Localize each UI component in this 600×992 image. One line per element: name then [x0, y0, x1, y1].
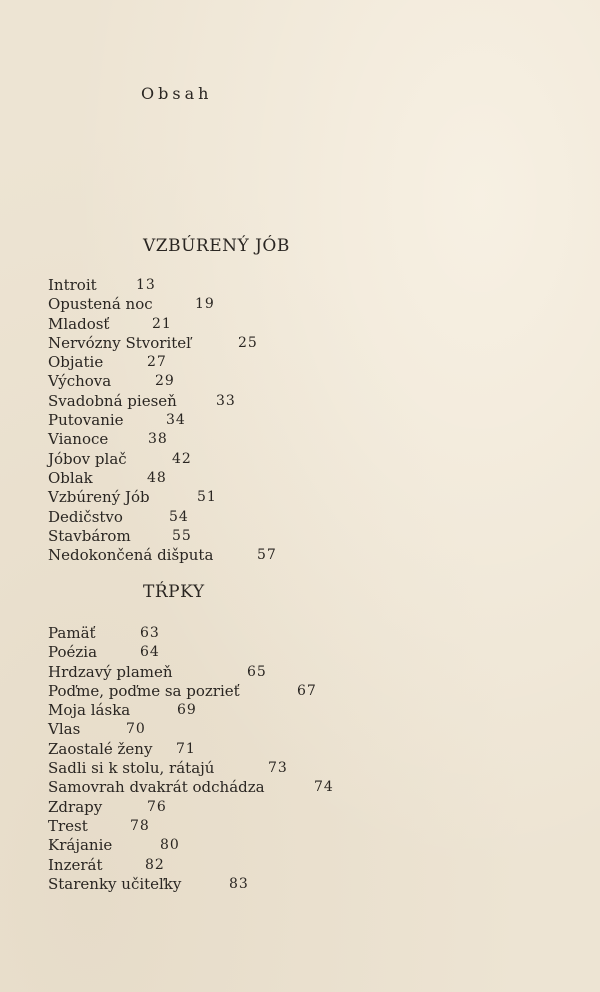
toc-entry — [48, 450, 213, 469]
toc-entry-page: 65 — [247, 663, 267, 680]
toc-entry-title: Dedičstvo — [48, 507, 123, 526]
toc-entry — [48, 546, 277, 565]
toc-entry — [48, 353, 213, 372]
toc-entry-page: 29 — [155, 373, 175, 390]
toc-entry-page: 67 — [297, 682, 317, 699]
toc-entry-title: Zaostalé ženy — [48, 739, 153, 758]
toc-entry — [48, 391, 236, 411]
toc-entry — [48, 856, 265, 875]
toc-entry-title: Vlas — [48, 720, 81, 739]
toc-entry-title: Inzerát — [48, 855, 103, 874]
toc-entry-page: 34 — [166, 412, 186, 429]
toc-entry-title: Trest — [48, 816, 88, 835]
toc-entry-title: Vianoce — [48, 430, 109, 449]
toc-entry-title: Vzbúrený Jób — [48, 488, 150, 507]
toc-entry-page: 27 — [147, 354, 167, 371]
toc-list-vzbureny-job — [48, 276, 277, 565]
toc-entry — [48, 720, 265, 739]
toc-entry-page: 78 — [130, 817, 150, 834]
toc-entry-title: Mladosť — [48, 314, 110, 333]
contents-heading: Obsah — [141, 84, 213, 103]
toc-entry-title: Nedokončená dišputa — [48, 546, 214, 565]
toc-entry-title: Starenky učiteľky — [48, 874, 182, 893]
toc-entry-page: 80 — [160, 837, 180, 854]
toc-entry — [48, 643, 265, 662]
toc-entry — [48, 276, 213, 295]
toc-entry-title: Opustená noc — [48, 295, 153, 314]
toc-entry — [48, 663, 265, 682]
toc-entry-page: 38 — [148, 431, 168, 448]
toc-entry — [48, 681, 317, 701]
toc-entry-title: Svadobná pieseň — [48, 391, 177, 410]
toc-entry-title: Poďme, poďme sa pozrieť — [48, 681, 240, 700]
toc-entry-page: 82 — [145, 856, 165, 873]
toc-entry-title: Stavbárom — [48, 526, 131, 545]
toc-entry — [48, 624, 265, 643]
toc-entry-title: Sadli si k stolu, rátajú — [48, 759, 215, 778]
toc-entry-page: 42 — [172, 450, 192, 467]
toc-entry — [48, 469, 213, 488]
section-title-trpky: TŔPKY — [143, 582, 205, 602]
toc-entry — [48, 701, 265, 720]
toc-entry-title: Poézia — [48, 643, 98, 662]
toc-entry-title: Pamäť — [48, 624, 96, 642]
toc-entry-page: 71 — [176, 740, 196, 757]
toc-entry — [48, 527, 213, 546]
toc-entry-page: 73 — [268, 760, 288, 777]
toc-entry-page: 21 — [152, 315, 172, 332]
toc-entry — [48, 740, 265, 759]
toc-entry-title: Nervózny Stvoriteľ — [48, 333, 191, 352]
toc-entry — [48, 295, 213, 314]
toc-entry-title: Výchova — [48, 372, 112, 391]
toc-entry-page: 54 — [169, 508, 189, 525]
toc-entry — [48, 798, 265, 817]
toc-entry-page: 51 — [197, 489, 217, 506]
toc-entry-page: 19 — [195, 296, 215, 313]
toc-entry — [48, 759, 288, 778]
toc-entry-title: Oblak — [48, 468, 93, 487]
toc-entry-page: 33 — [216, 392, 236, 409]
toc-entry-page: 83 — [229, 875, 249, 892]
toc-entry — [48, 372, 213, 391]
toc-entry-page: 48 — [147, 469, 167, 486]
toc-entry — [48, 875, 265, 894]
toc-entry-page: 13 — [136, 277, 156, 293]
toc-entry-page: 63 — [140, 625, 160, 641]
toc-entry — [48, 778, 334, 797]
toc-entry — [48, 333, 258, 353]
toc-entry-title: Krájanie — [48, 836, 113, 855]
toc-list-trpky — [48, 624, 334, 894]
toc-entry-page: 70 — [126, 721, 146, 738]
toc-entry-page: 76 — [147, 798, 167, 815]
toc-entry-page: 69 — [177, 702, 197, 719]
toc-entry — [48, 817, 265, 836]
toc-entry-title: Moja láska — [48, 701, 131, 720]
toc-entry — [48, 411, 213, 430]
toc-entry-page: 64 — [140, 644, 160, 661]
toc-entry — [48, 430, 213, 449]
toc-entry-title: Objatie — [48, 353, 104, 372]
toc-entry — [48, 488, 217, 507]
toc-entry-title: Samovrah dvakrát odchádza — [48, 778, 265, 797]
toc-entry — [48, 836, 265, 855]
toc-entry-title: Putovanie — [48, 411, 124, 430]
toc-entry-title: Introit — [48, 276, 97, 294]
toc-entry-title: Zdrapy — [48, 797, 103, 816]
toc-entry-title: Jóbov plač — [48, 449, 127, 468]
toc-entry-page: 74 — [314, 779, 334, 796]
toc-entry — [48, 315, 213, 334]
toc-entry-page: 55 — [172, 527, 192, 544]
toc-entry — [48, 508, 213, 527]
toc-entry-page: 25 — [238, 334, 258, 351]
toc-entry-page: 57 — [257, 547, 277, 564]
section-title-vzbureny-job: VZBÚRENÝ JÓB — [143, 236, 290, 256]
toc-entry-title: Hrdzavý plameň — [48, 662, 173, 681]
